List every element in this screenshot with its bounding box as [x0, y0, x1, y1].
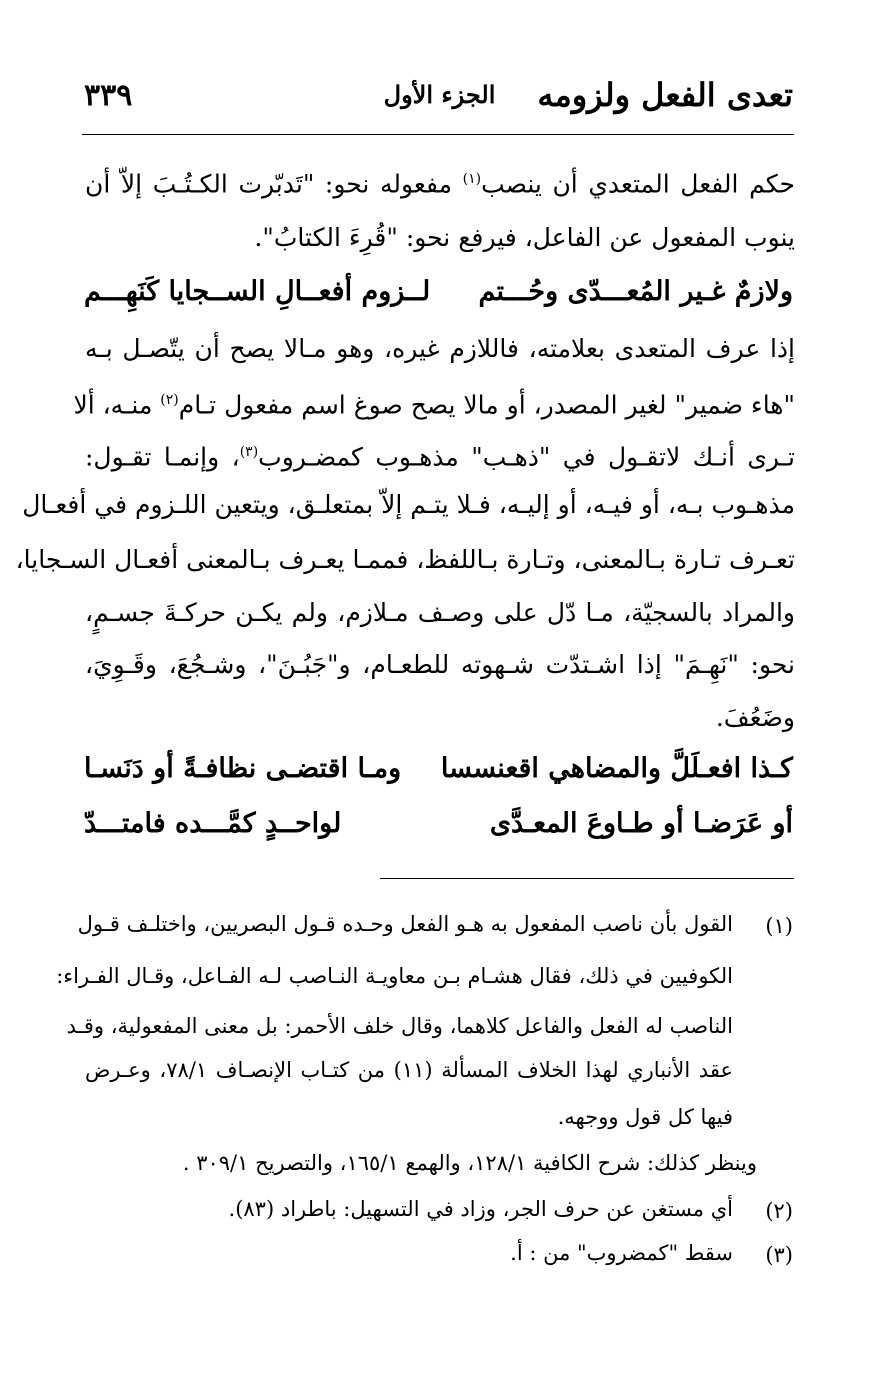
paragraph-line: إذا عرف المتعدى بعلامته، فاللازم غيره، وهو مـالا يصح أن يتّصـل بـه	[85, 334, 795, 363]
verse-hemistich-right: ولازمٌ غـير المُعـــدّى وحُـــتم	[478, 276, 793, 307]
footnote-ref[interactable]: (٣)	[239, 444, 259, 460]
footnote-number: (١)	[765, 914, 793, 938]
volume-label: الجزء الأول	[383, 80, 496, 109]
paragraph-line	[85, 437, 795, 472]
text-segment: منـه، ألا	[73, 390, 153, 420]
page-number: ٣٣٩	[84, 78, 133, 113]
footnote-see-also: وينظر كذلك: شرح الكافية ١٢٨/١، والهمع ١٦٥/١، والتصريح ٣٠٩/١ .	[182, 1151, 757, 1175]
verse-hemistich-left: لواحــدٍ كمَّـــده فامتـــدّ	[84, 808, 342, 839]
footnote-line: عقد الأنباري لهذا الخلاف المسألة (١١) من كتـاب الإنصـاف ٧٨/١، وعـرض	[85, 1058, 733, 1082]
paragraph-line: تعـرف تـارة بـالمعنى، وتـارة بـاللفظ، فممـا يعـرف بـالمعنى أفعـال السـجايا،	[15, 545, 795, 574]
footnote-line: الناصب له الفعل والفاعل كلاهما، وقال خلف الأحمر: بل معنى المفعولية، وقـد	[66, 1014, 733, 1038]
text-segment: حكم الفعل المتعدي أن ينصب	[481, 169, 796, 199]
footnote-ref[interactable]: (٢)	[160, 392, 179, 408]
footnote-separator	[380, 878, 794, 879]
paragraph-line	[73, 385, 795, 420]
footnote-line: القول بأن ناصب المفعول به هـو الفعل وحـده قـول البصريين، واختلـف قـول	[77, 912, 733, 936]
running-title: تعدى الفعل ولزومه	[537, 76, 793, 114]
paragraph-line: نحو: "نَهِـمَ" إذا اشـتدّت شـهوته للطعـام، و"جَبُـنَ"، وشـجُعَ، وقَـوِيَ،	[85, 650, 795, 679]
verse-hemistich-left: ومـا اقتضـى نظافـةً أو دَنَسـا	[84, 753, 402, 784]
footnote-line: أي مستغن عن حرف الجر، وزاد في التسهيل: باطراد (٨٣).	[228, 1197, 733, 1221]
footnote-ref[interactable]: (١)	[462, 171, 482, 187]
paragraph-line	[85, 164, 795, 199]
text-segment: ، وإنمـا تقـول:	[85, 442, 240, 472]
verse-hemistich-right: كـذا افعـلَلَّ والمضاهي اقعنسسا	[440, 753, 793, 784]
verse-hemistich-left: لــزوم أفعــالِ الســجايا كَنَهِـــم	[84, 276, 431, 307]
paragraph-line: مذهـوب بـه، أو فيـه، أو إليـه، فـلا يتـم إلاّ بمتعلـق، ويتعين اللـزوم في أفعـال	[22, 490, 795, 519]
footnote-line: سقط "كمضروب" من : أ.	[510, 1241, 733, 1265]
text-segment: تـرى أنـك لاتقـول في "ذهـب" مذهـوب كمضـروب	[258, 442, 795, 472]
footnote-line: الكوفيين في ذلك، فقال هشـام بـن معاويـة النـاصب لـه الفـاعل، وقـال الفـراء:	[56, 964, 733, 988]
verse-hemistich-right: أو عَرَضـا أو طـاوعَ المعـدَّى	[489, 808, 793, 839]
footnote-number: (٣)	[765, 1243, 793, 1267]
text-segment: "هاء ضمير" لغير المصدر، أو مالا يصح صوغ اسم مفعول تـام	[178, 390, 795, 420]
paragraph-line: وضَعُفَ.	[715, 703, 795, 732]
footnote-number: (٢)	[765, 1199, 793, 1223]
footnote-line: فيها كل قول ووجهه.	[557, 1105, 733, 1129]
header-rule	[82, 134, 794, 135]
text-segment: مفعوله نحو: "تَدبّرت الكـتُـبَ إلاّ أن	[85, 169, 453, 199]
paragraph-line: والمراد بالسجيّة، مـا دّل على وصـف مـلازم، ولم يكـن حركـةَ جسـمٍ،	[85, 598, 795, 627]
paragraph-line: ينوب المفعول عن الفاعل، فيرفع نحو: "قُرِءَ الكتابُ".	[254, 223, 795, 252]
